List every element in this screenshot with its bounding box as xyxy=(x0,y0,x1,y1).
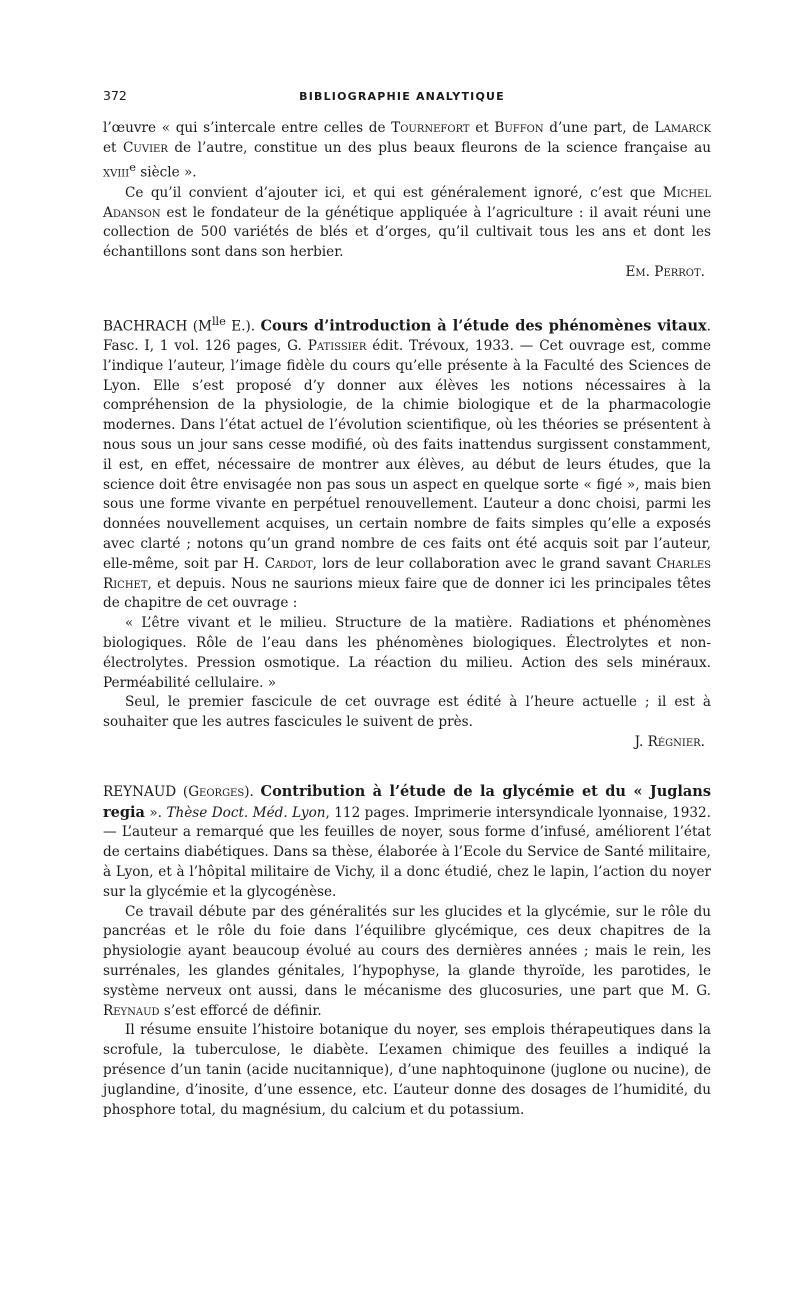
review1-signature: Em. Perrot. xyxy=(625,263,705,280)
review1-paragraph-2: Ce qu’il convient d’ajouter ici, et qui est généralement ignoré, c’est que Michel Adanson est le fondateur de la génétique appliquée à l’agriculture : il avait réuni une collection de 500 variétés de blés et d’orges, qu’il cultivait tous les ans et dont les échantillons sont dans son herbier. xyxy=(103,184,711,261)
review2-chapter-list: « L’être vivant et le milieu. Structure de la matière. Radiations et phénomènes biologiques. Rôle de l’eau dans les phénomènes biologiques. Électrolytes et non-électrolytes. Pression osmotique. La réaction du milieu. Action des sels minéraux. Perméabilité cellulaire. » xyxy=(103,615,711,691)
review2-author: BACHRACH (M xyxy=(103,318,212,335)
running-header xyxy=(103,86,711,107)
review3-thesis: Thèse Doct. Méd. Lyon xyxy=(166,804,326,821)
running-title: BIBLIOGRAPHIE ANALYTIQUE xyxy=(299,90,505,103)
review3-author: REYNAUD ( xyxy=(103,783,189,800)
review2-signature: J. Régnier. xyxy=(634,733,705,750)
page-number: 372 xyxy=(103,88,127,103)
review1-paragraph-1: l’œuvre « qui s’intercale entre celles de Tournefort et Buffon d’une part, de Lamarck et Cuvier de l’autre, constitue un des plus beaux fleurons de la science française au xviii$^e$ siècle ». xyxy=(103,119,711,181)
review3-paragraph-3: Il résume ensuite l’histoire botanique du noyer, ses emplois thérapeutiques dans la scrofule, la tuberculose, le diabète. L’examen chimique des feuilles a indiqué la présence d’un tanin (acide nucitannique), d’une naphtoquinone (juglone ou nucine), de juglandine, d’inosite, d’une essence, etc. L’auteur donne des dosages de l’humidité, du phosphore total, du magnésium, du calcium et du potassium. xyxy=(103,1022,711,1118)
review2-title: Cours d’introduction à l’étude des phénomènes vitaux xyxy=(260,317,707,335)
review3-entry: REYNAUD (Georges). Contribution à l’étude de la glycémie et du « Juglans regia ». Thèse Doct. Méd. Lyon, 112 pages. Imprimerie intersyndicale lyonnaise, 1932. — L’auteur a remarqué que les feuilles de noyer, sous forme d’infusé, améliorent l’état de certains diabétiques. Dans sa thèse, élaborée à l’Ecole du Service de Santé militaire, à Lyon, et à l’hôpital militaire de Vichy, il a donc étudié, chez le lapin, l’action du noyer sur la glycémie et la glycogénèse. xyxy=(103,782,711,900)
review2-entry: BACHRACH ($M^{lle}$ E.). Cours d’introduction à l’étude des phénomènes vitaux. Fasc. I, 1 vol. 126 pages, G. Patissier édit. Trévoux, 1933. — Cet ouvrage est, comme l’indique l’auteur, l’image fidèle du cours qu’elle présente à la Faculté des Sciences de Lyon. Elle s’est proposé d’y donner aux élèves les notions nécessaires à la compréhension de la physiologie, de la chimie biologique et de la pharmacologie modernes. Dans l’état actuel de l’évolution scientifique, où les théories se présentent à nous sous un jour sans cesse modifié, où des faits inattendus surgissent constamment, il est, en effet, nécessaire de montrer aux élèves, au début de leurs études, que la science doit être envisagée non pas sous un aspect en quelque sorte « figé », mais bien sous une forme vivante en perpétuel renouvellement. L’auteur a donc choisi, parmi les données nouvellement acquises, un certain nombre de faits simples qu’elle a exposés avec clarté ; notons qu’un grand nombre de ces faits ont été acquis soit par l’auteur, elle-même, soit par H. Cardot, lors de leur collaboration avec le grand savant Charles Richet, et depuis. Nous ne saurions mieux faire que de donner ici les principales têtes de chapitre de cet ouvrage : xyxy=(103,313,712,612)
review3-title: Contribution à l’étude de la glycémie et du « Juglans regia xyxy=(103,782,711,821)
document-page xyxy=(103,86,711,1120)
review3-paragraph-2: Ce travail débute par des généralités sur les glucides et la glycémie, sur le rôle du pancréas et le rôle du foie dans l’équilibre glycémique, ces deux chapitres de la physiologie ayant beaucoup évolué au cours des dernières années ; mais le rein, les surrénales, les glandes génitales, l’hypophyse, la glande thyroïde, les parotides, le système nerveux ont aussi, dans le mécanisme des glucosuries, une part que M. G. Reynaud s’est efforcé de définir. xyxy=(103,903,711,1019)
review2-paragraph-3: Seul, le premier fascicule de cet ouvrage est édité à l’heure actuelle ; il est à souhaiter que les autres fascicules le suivent de près. xyxy=(103,694,711,731)
